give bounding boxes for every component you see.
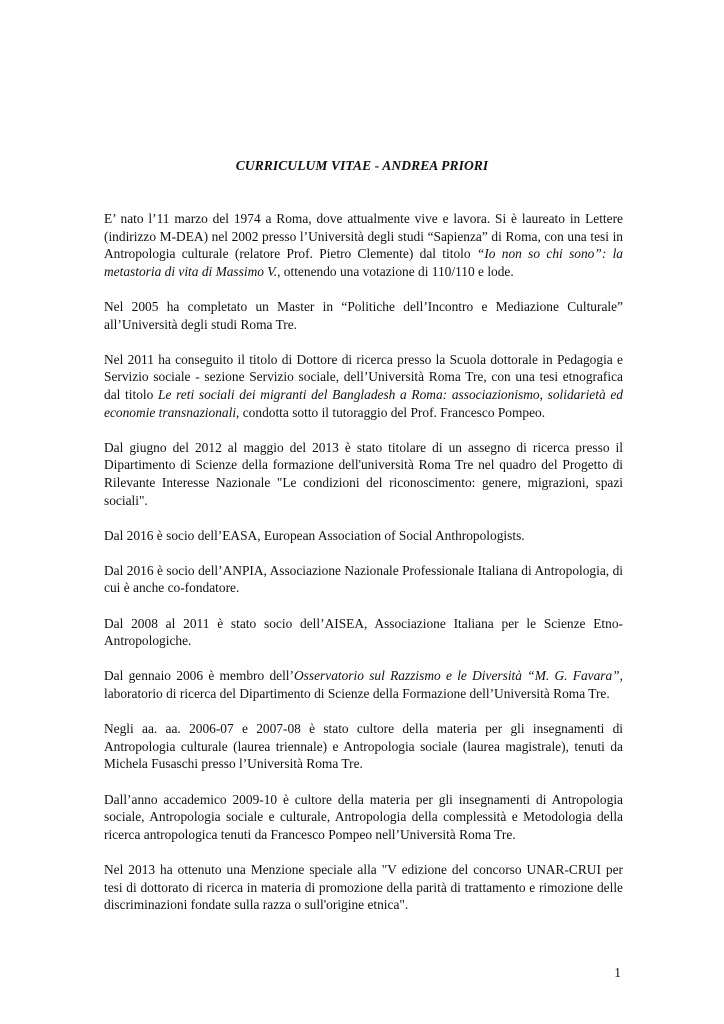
paragraph-research-grant: Dal giugno del 2012 al maggio del 2013 è stato titolare di un assegno di ricerca presso il Dipartimento di Scienze della formazione dell'università Roma Tre nel quadro del Progetto di Rilevante Interesse Nazionale "Le condizioni del riconoscimento: genere, migrazioni, spazi sociali". — [104, 439, 623, 508]
paragraph-cultore-2009: Dall’anno accademico 2009-10 è cultore della materia per gli insegnamenti di Antropologia sociale, Antropologia sociale e culturale, Antropologia della complessità e Metodologia della ricerca antropologica tenuti da Francesco Pompeo nell’Università Roma Tre. — [104, 791, 623, 842]
paragraph-anpia: Dal 2016 è socio dell’ANPIA, Associazione Nazionale Professionale Italiana di Antropologia, di cui è anche co-fondatore. — [104, 562, 623, 596]
paragraph-award: Nel 2013 ha ottenuto una Menzione speciale alla "V edizione del concorso UNAR-CRUI per tesi di dottorato di ricerca in materia di promozione della parità di trattamento e rimozione delle discriminazioni fondate sulla razza o sull'origine etnica". — [104, 861, 623, 913]
paragraph-observatory: Dal gennaio 2006 è membro dell’Osservatorio sul Razzismo e le Diversità “M. G. Favara”, laboratorio di ricerca del Dipartimento di Scienze della Formazione dell’Università Roma Tre. — [104, 668, 623, 702]
document-title: CURRICULUM VITAE - ANDREA PRIORI — [235, 158, 489, 173]
paragraph-cultore-2006: Negli aa. aa. 2006-07 e 2007-08 è stato cultore della materia per gli insegnamenti di Antropologia culturale (laurea triennale) e Antropologia sociale (laurea magistrale), tenuti da Michela Fusaschi presso l’Università Roma Tre. — [104, 721, 623, 772]
paragraph-aisea: Dal 2008 al 2011 è stato socio dell’AISEA, Associazione Italiana per le Scienze Etno-Antropologiche. — [104, 615, 623, 649]
document-body — [104, 210, 623, 931]
observatory-name: Osservatorio sul Razzismo e le Diversità “M. G. Favara” — [294, 668, 620, 684]
paragraph-education: E’ nato l’11 marzo del 1974 a Roma, dove attualmente vive e lavora. Si è laureato in Lettere (indirizzo M-DEA) nel 2002 presso l’Università degli studi “Sapienza” di Roma, con una tesi in Antropologia culturale (relatore Prof. Pietro Clemente) dal titolo “Io non so chi sono”: la metastoria di vita di Massimo V., ottenendo una votazione di 110/110 e lode. — [104, 211, 623, 279]
doctoral-thesis-title: Le reti sociali dei migranti del Bangladesh a Roma: associazionismo, solidarietà ed economie transnazionali — [104, 386, 623, 420]
page-number: 1 — [614, 965, 621, 980]
paragraph-master: Nel 2005 ha completato un Master in “Politiche dell’Incontro e Mediazione Culturale” all’Università degli studi Roma Tre. — [104, 298, 623, 332]
paragraph-doctorate: Nel 2011 ha conseguito il titolo di Dottore di ricerca presso la Scuola dottorale in Pedagogia e Servizio sociale - sezione Servizio sociale, dell’Università Roma Tre, con una tesi etnografica dal titolo Le reti sociali dei migranti del Bangladesh a Roma: associazionismo, solidarietà ed economie transnazionali, condotta sotto il tutoraggio del Prof. Francesco Pompeo. — [104, 351, 623, 420]
thesis-title: “Io non so chi sono”: la metastoria di vita di Massimo V. — [104, 246, 623, 279]
paragraph-easa: Dal 2016 è socio dell’EASA, European Association of Social Anthropologists. — [104, 527, 525, 543]
